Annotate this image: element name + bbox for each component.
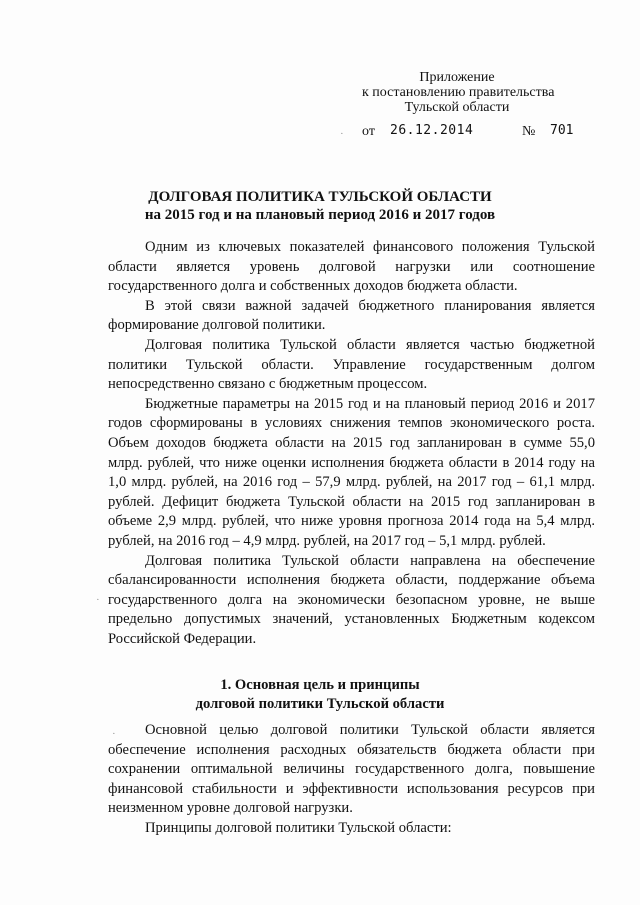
section-1-title bbox=[160, 676, 480, 714]
document-title-line-2: на 2015 год и на плановый период 2016 и 2017 годов bbox=[144, 207, 496, 223]
paragraph: Бюджетные параметры на 2015 год и на плановый период 2016 и 2017 годов сформированы в условиях снижения темпов экономического роста. Объем доходов бюджета области на 2015 год запланирован в сумме 55,0 млрд. рублей, что ниже оценки исполнения бюджета области в 2014 году на 1,0 млрд. рублей, на 2016 год – 57,9 млрд. рублей, на 2017 год – 61,1 млрд. рублей. Дефицит бюджета Тульской области на 2015 год запланирован в объеме 2,9 млрд. рублей, что ниже уровня прогноза 2014 года на 5,4 млрд. рублей, на 2016 год – 4,9 млрд. рублей, на 2017 год – 5,1 млрд. рублей. bbox=[108, 395, 595, 549]
paragraph: В этой связи важной задачей бюджетного планирования является формирование долговой политики. bbox=[108, 297, 595, 334]
date-number-line bbox=[362, 124, 602, 142]
paragraph: Долговая политика Тульской области направлена на обеспечение сбалансированности исполнения бюджета области, поддержание объема государственного долга на экономически безопасном уровне, не выше предельно допустимых значений, установленных Бюджетным кодексом Российской Федерации. bbox=[108, 552, 595, 647]
scan-speck: · bbox=[96, 594, 100, 606]
section-1-title-line-1: 1. Основная цель и принципы bbox=[220, 677, 420, 693]
date-prefix: от bbox=[362, 124, 375, 139]
document-date: 26.12.2014 bbox=[390, 123, 474, 138]
annex-line-1: Приложение bbox=[419, 70, 495, 85]
paragraph: Принципы долговой политики Тульской области: bbox=[145, 819, 452, 836]
intro-section bbox=[108, 238, 595, 649]
number-sign: № bbox=[522, 124, 536, 139]
paragraph: Одним из ключевых показателей финансового положения Тульской области является уровень долговой нагрузки или соотношение государственного долга и собственных доходов бюджета области. bbox=[108, 239, 595, 295]
paragraph: Долговая политика Тульской области является частью бюджетной политики Тульской области. Управление государственным долгом непосредственно связано с бюджетным процессом. bbox=[108, 336, 595, 393]
document-number: 701 bbox=[550, 123, 574, 138]
annex-line-3: Тульской области bbox=[404, 100, 510, 115]
document-title-line-1: ДОЛГОВАЯ ПОЛИТИКА ТУЛЬСКОЙ ОБЛАСТИ bbox=[148, 189, 492, 205]
annex-line-2: к постановлению правительства bbox=[362, 85, 555, 100]
document-title bbox=[110, 188, 530, 224]
paragraph: Основной целью долговой политики Тульской области является обеспечение исполнения расходных обязательств бюджета области при сохранении оптимальной величины государственного долга, повышение финансовой стабильности и эффективности использования ресурсов при неизменном уровне долговой нагрузки. bbox=[108, 722, 595, 817]
scan-speck: · bbox=[112, 728, 116, 740]
section-1-body bbox=[108, 721, 595, 839]
annex-block bbox=[362, 70, 555, 115]
section-1-title-line-2: долговой политики Тульской области bbox=[195, 696, 445, 712]
scan-speck: · bbox=[340, 128, 344, 140]
